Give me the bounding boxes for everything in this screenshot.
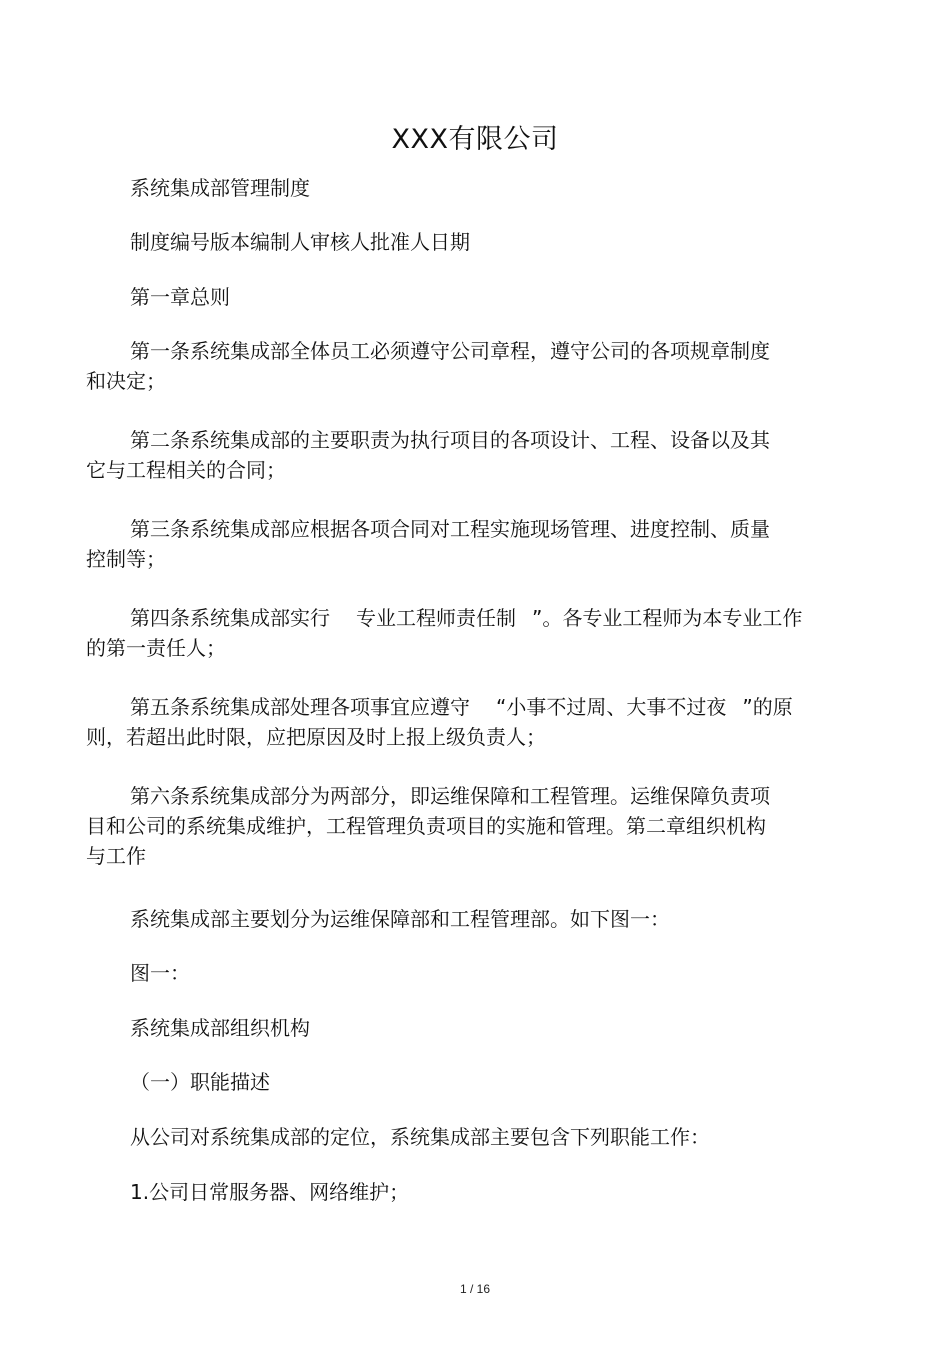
article-4: 第四条系统集成部实行 专业工程师责任制 ”。各专业工程师为本专业工作 的第一责任人；	[86, 606, 803, 660]
section-heading-functions: （一）职能描述	[130, 1070, 270, 1094]
revision-header-line: 制度编号版本编制人审核人批准人日期	[130, 230, 470, 254]
document-title: XXX有限公司	[391, 124, 559, 155]
page-indicator: 1 / 16	[459, 1282, 491, 1296]
figure-caption: 系统集成部组织机构	[130, 1016, 310, 1040]
article-2: 第二条系统集成部的主要职责为执行项目的各项设计、工程、设备以及其 它与工程相关的合同；	[86, 428, 770, 482]
article-6: 第六条系统集成部分为两部分，即运维保障和工程管理。运维保障负责项 目和公司的系统集成维护，工程管理负责项目的实施和管理。第二章组织机构 与工作	[86, 784, 770, 868]
article-1: 第一条系统集成部全体员工必须遵守公司章程，遵守公司的各项规章制度 和决定；	[86, 339, 770, 393]
article-5: 第五条系统集成部处理各项事宜应遵守 “小事不过周、大事不过夜 ”的原 则，若超出此时限，应把原因及时上报上级负责人；	[86, 695, 793, 749]
functions-intro: 从公司对系统集成部的定位，系统集成部主要包含下列职能工作：	[130, 1125, 710, 1149]
document-subtitle: 系统集成部管理制度	[130, 176, 310, 200]
article-3: 第三条系统集成部应根据各项合同对工程实施现场管理、进度控制、质量 控制等；	[86, 517, 770, 571]
function-item-1: 1.公司日常服务器、网络维护；	[130, 1180, 410, 1204]
figure-label: 图一：	[130, 961, 190, 985]
chapter-heading: 第一章总则	[130, 285, 230, 309]
org-structure-intro: 系统集成部主要划分为运维保障部和工程管理部。如下图一：	[130, 907, 670, 931]
